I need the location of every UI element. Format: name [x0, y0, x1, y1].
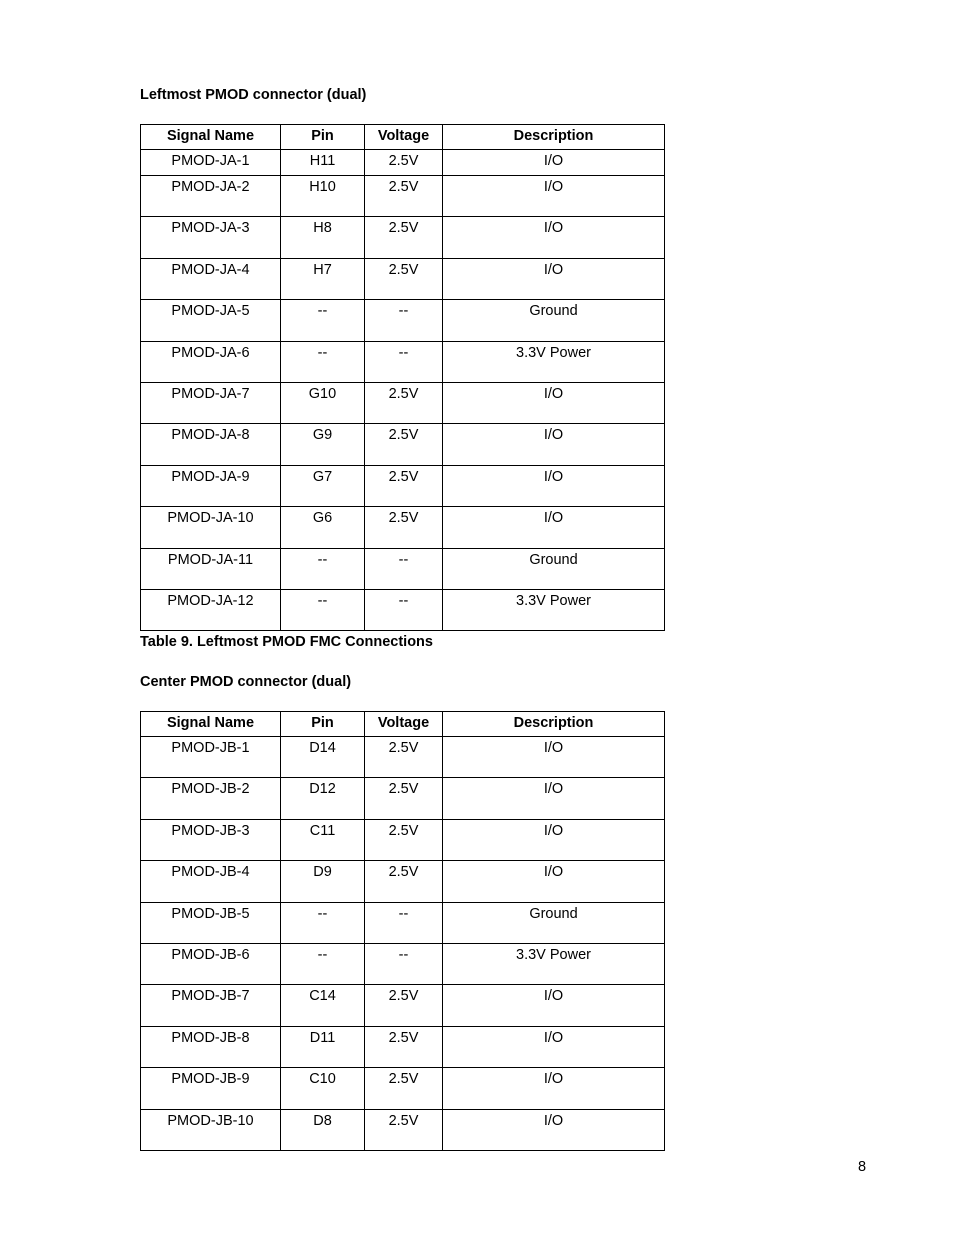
cell-voltage: 2.5V [365, 819, 443, 860]
cell-pin: C11 [281, 819, 365, 860]
cell-signal-name: PMOD-JA-10 [141, 507, 281, 548]
cell-signal-name: PMOD-JA-8 [141, 424, 281, 465]
cell-description: Ground [443, 548, 665, 589]
table-row [141, 589, 665, 630]
cell-description: I/O [443, 258, 665, 299]
cell-signal-name: PMOD-JB-5 [141, 902, 281, 943]
column-header-description: Description [443, 712, 665, 737]
cell-signal-name: PMOD-JB-2 [141, 778, 281, 819]
cell-description: I/O [443, 465, 665, 506]
cell-pin: -- [281, 341, 365, 382]
cell-pin: G6 [281, 507, 365, 548]
table-row [141, 737, 665, 778]
column-header-pin: Pin [281, 125, 365, 150]
table-row [141, 465, 665, 506]
cell-description: I/O [443, 819, 665, 860]
cell-description: I/O [443, 176, 665, 217]
cell-voltage: -- [365, 341, 443, 382]
cell-voltage: 2.5V [365, 737, 443, 778]
cell-description: I/O [443, 861, 665, 902]
cell-voltage: 2.5V [365, 382, 443, 423]
cell-voltage: -- [365, 300, 443, 341]
cell-pin: H8 [281, 217, 365, 258]
column-header-signal-name: Signal Name [141, 125, 281, 150]
cell-pin: G9 [281, 424, 365, 465]
cell-description: I/O [443, 985, 665, 1026]
cell-signal-name: PMOD-JA-5 [141, 300, 281, 341]
cell-signal-name: PMOD-JB-7 [141, 985, 281, 1026]
cell-voltage: 2.5V [365, 465, 443, 506]
cell-description: I/O [443, 1109, 665, 1150]
cell-pin: H11 [281, 150, 365, 176]
cell-voltage: 2.5V [365, 258, 443, 299]
cell-pin: C10 [281, 1068, 365, 1109]
column-header-description: Description [443, 125, 665, 150]
table-row [141, 819, 665, 860]
cell-voltage: 2.5V [365, 778, 443, 819]
cell-description: I/O [443, 778, 665, 819]
cell-signal-name: PMOD-JA-12 [141, 589, 281, 630]
table-row [141, 548, 665, 589]
cell-pin: -- [281, 548, 365, 589]
cell-pin: D9 [281, 861, 365, 902]
cell-voltage: 2.5V [365, 985, 443, 1026]
table-row [141, 985, 665, 1026]
cell-pin: G7 [281, 465, 365, 506]
cell-voltage: -- [365, 548, 443, 589]
cell-description: I/O [443, 382, 665, 423]
page-number: 8 [858, 1159, 867, 1175]
table-header-row [141, 712, 665, 737]
cell-description: I/O [443, 150, 665, 176]
table-row [141, 424, 665, 465]
cell-signal-name: PMOD-JA-7 [141, 382, 281, 423]
cell-signal-name: PMOD-JB-4 [141, 861, 281, 902]
cell-voltage: 2.5V [365, 424, 443, 465]
cell-pin: -- [281, 943, 365, 984]
cell-signal-name: PMOD-JA-2 [141, 176, 281, 217]
cell-voltage: 2.5V [365, 217, 443, 258]
cell-pin: D8 [281, 1109, 365, 1150]
cell-pin: G10 [281, 382, 365, 423]
cell-pin: D11 [281, 1026, 365, 1067]
table-row [141, 778, 665, 819]
cell-signal-name: PMOD-JB-1 [141, 737, 281, 778]
table-row [141, 382, 665, 423]
cell-pin: C14 [281, 985, 365, 1026]
section-heading-leftmost-pmod: Leftmost PMOD connector (dual) [140, 87, 367, 103]
center-pmod-table [140, 711, 665, 1151]
table-caption: Table 9. Leftmost PMOD FMC Connections [140, 634, 433, 650]
cell-description: Ground [443, 902, 665, 943]
cell-voltage: 2.5V [365, 150, 443, 176]
table-row [141, 150, 665, 176]
cell-voltage: 2.5V [365, 1068, 443, 1109]
cell-voltage: 2.5V [365, 1109, 443, 1150]
table-row [141, 507, 665, 548]
table-row [141, 300, 665, 341]
cell-voltage: 2.5V [365, 176, 443, 217]
cell-description: 3.3V Power [443, 943, 665, 984]
section-heading-center-pmod: Center PMOD connector (dual) [140, 674, 352, 690]
cell-pin: H10 [281, 176, 365, 217]
cell-description: I/O [443, 1068, 665, 1109]
table-row [141, 258, 665, 299]
cell-voltage: 2.5V [365, 1026, 443, 1067]
cell-description: I/O [443, 424, 665, 465]
cell-description: 3.3V Power [443, 341, 665, 382]
cell-description: I/O [443, 507, 665, 548]
cell-voltage: -- [365, 943, 443, 984]
cell-signal-name: PMOD-JB-3 [141, 819, 281, 860]
cell-voltage: -- [365, 589, 443, 630]
table-row [141, 217, 665, 258]
cell-pin: -- [281, 300, 365, 341]
column-header-voltage: Voltage [365, 712, 443, 737]
cell-signal-name: PMOD-JA-3 [141, 217, 281, 258]
cell-voltage: 2.5V [365, 507, 443, 548]
cell-voltage: 2.5V [365, 861, 443, 902]
cell-signal-name: PMOD-JB-10 [141, 1109, 281, 1150]
cell-pin: -- [281, 589, 365, 630]
cell-pin: D14 [281, 737, 365, 778]
column-header-pin: Pin [281, 712, 365, 737]
cell-signal-name: PMOD-JB-8 [141, 1026, 281, 1067]
table-row [141, 1109, 665, 1150]
table-header-row [141, 125, 665, 150]
table-row [141, 1068, 665, 1109]
cell-pin: H7 [281, 258, 365, 299]
cell-signal-name: PMOD-JA-1 [141, 150, 281, 176]
table-row [141, 943, 665, 984]
cell-pin: -- [281, 902, 365, 943]
table-row [141, 176, 665, 217]
cell-signal-name: PMOD-JB-6 [141, 943, 281, 984]
cell-signal-name: PMOD-JA-6 [141, 341, 281, 382]
cell-description: 3.3V Power [443, 589, 665, 630]
column-header-signal-name: Signal Name [141, 712, 281, 737]
table-row [141, 902, 665, 943]
table-row [141, 1026, 665, 1067]
cell-signal-name: PMOD-JB-9 [141, 1068, 281, 1109]
cell-pin: D12 [281, 778, 365, 819]
cell-voltage: -- [365, 902, 443, 943]
leftmost-pmod-table [140, 124, 665, 631]
table-row [141, 861, 665, 902]
cell-signal-name: PMOD-JA-9 [141, 465, 281, 506]
cell-description: I/O [443, 217, 665, 258]
cell-description: I/O [443, 1026, 665, 1067]
cell-signal-name: PMOD-JA-4 [141, 258, 281, 299]
column-header-voltage: Voltage [365, 125, 443, 150]
cell-description: I/O [443, 737, 665, 778]
table-row [141, 341, 665, 382]
cell-description: Ground [443, 300, 665, 341]
cell-signal-name: PMOD-JA-11 [141, 548, 281, 589]
